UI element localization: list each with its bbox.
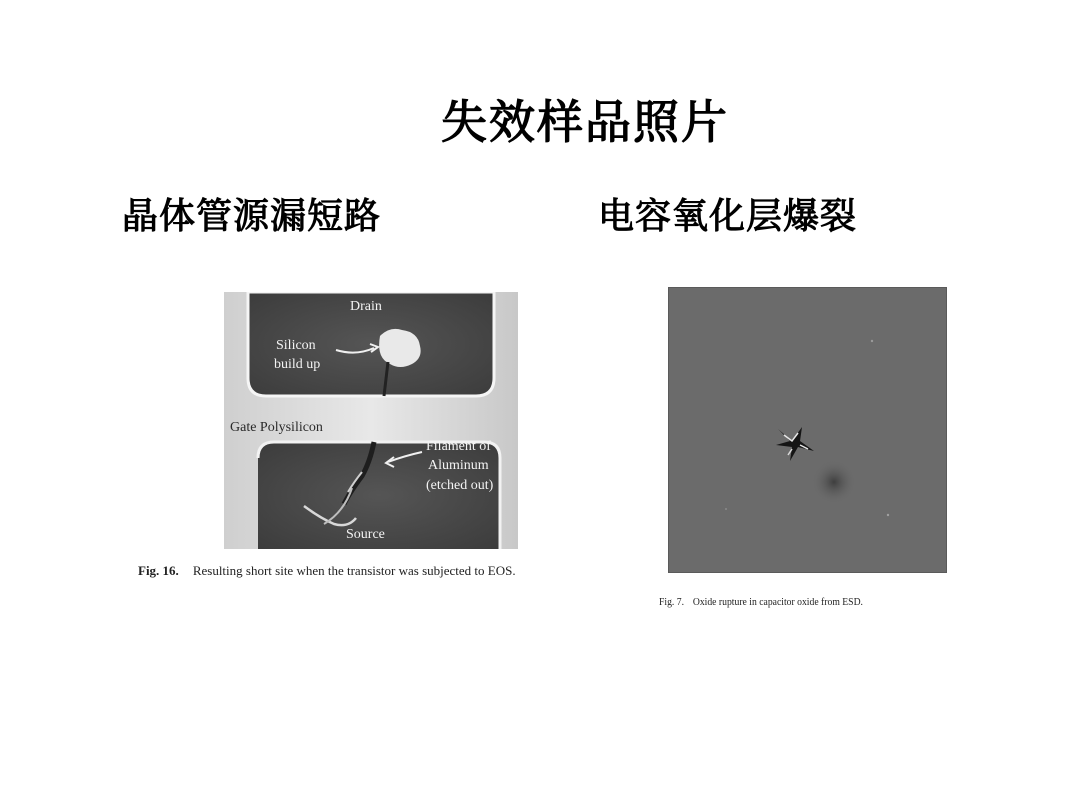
right-caption-text: Oxide rupture in capacitor oxide from ESD. <box>692 596 863 608</box>
left-caption-text: Resulting short site when the transistor was subjected to EOS. <box>192 563 516 578</box>
transistor-sem-image <box>224 292 518 549</box>
right-caption-fig: Fig. 7. <box>659 596 685 608</box>
left-heading: 晶体管源漏短路 <box>122 196 382 237</box>
oxide-rupture-image <box>668 287 947 573</box>
slide-title: 失效样品照片 <box>441 95 729 149</box>
gate-label: Gate Polysilicon <box>230 420 323 435</box>
source-label: Source <box>346 527 385 542</box>
drain-label: Drain <box>350 299 382 314</box>
silicon-label-1: Silicon <box>276 338 316 353</box>
filament-label-3: (etched out) <box>426 478 494 493</box>
left-caption <box>138 563 578 579</box>
right-heading: 电容氧化层爆裂 <box>598 196 858 237</box>
oxide-background <box>668 287 947 573</box>
left-caption-fig: Fig. 16. <box>138 563 179 578</box>
silicon-label-2: build up <box>274 357 321 372</box>
burn-mark <box>812 460 856 504</box>
filament-label-2: Aluminum <box>428 458 489 473</box>
filament-label-1: Filament of <box>426 439 491 454</box>
right-caption <box>659 596 941 608</box>
